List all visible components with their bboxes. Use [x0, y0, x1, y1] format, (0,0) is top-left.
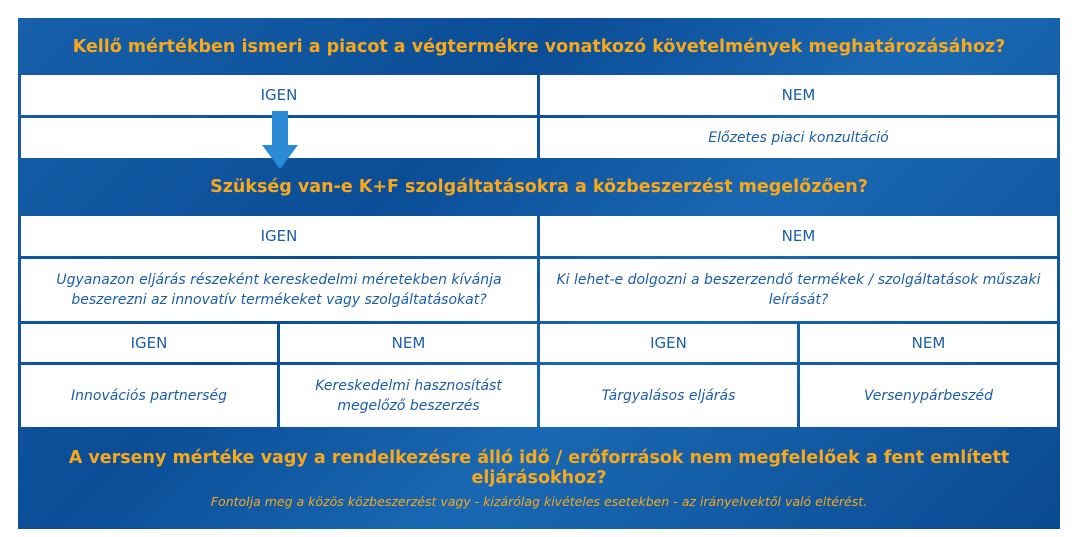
result-pre-commercial-procurement: Kereskedelmi hasznosítást megelőző beszerzés: [280, 365, 537, 427]
q2-yes-question: Ugyanazon eljárás részeként kereskedelmi méretekben kívánja beszerezni az innovatív termékeket vagy szolgáltatásokat?: [21, 259, 537, 321]
q2-yes-label: IGEN: [21, 216, 537, 256]
sub-a-no-label: NEM: [280, 324, 537, 362]
q2-no-label: NEM: [540, 216, 1057, 256]
sub-a-yes-label: IGEN: [21, 324, 277, 362]
q1-yes-label: IGEN: [21, 75, 537, 115]
q1-no-label: NEM: [540, 75, 1057, 115]
question-1: Kellő mértékben ismeri a piacot a végtermékre vonatkozó követelmények meghatározásához?: [72, 36, 1006, 57]
result-negotiated-procedure: Tárgyalásos eljárás: [540, 365, 797, 427]
question-2: Szükség van-e K+F szolgáltatásokra a közbeszerzést megelőzően?: [210, 177, 868, 197]
result-competitive-dialogue: Versenypárbeszéd: [800, 365, 1057, 427]
flowchart-frame: [18, 18, 1060, 529]
final-question: A verseny mértéke vagy a rendelkezésre álló idő / erőforrások nem megfelelőek a fent említett eljárásokhoz?: [68, 448, 1010, 488]
result-innovation-partnership: Innovációs partnerség: [21, 365, 277, 427]
final-note: Fontolja meg a közös közbeszerzést vagy - kizárólag kivételes esetekben - az irányelvektől való eltérést.: [210, 494, 868, 509]
q1-no-result: Előzetes piaci konzultáció: [540, 118, 1057, 158]
final-question-block: [18, 428, 1060, 529]
sub-b-yes-label: IGEN: [540, 324, 797, 362]
q2-no-question: Ki lehet-e dolgozni a beszerzendő termékek / szolgáltatások műszaki leírását?: [540, 259, 1057, 321]
sub-b-no-label: NEM: [800, 324, 1057, 362]
